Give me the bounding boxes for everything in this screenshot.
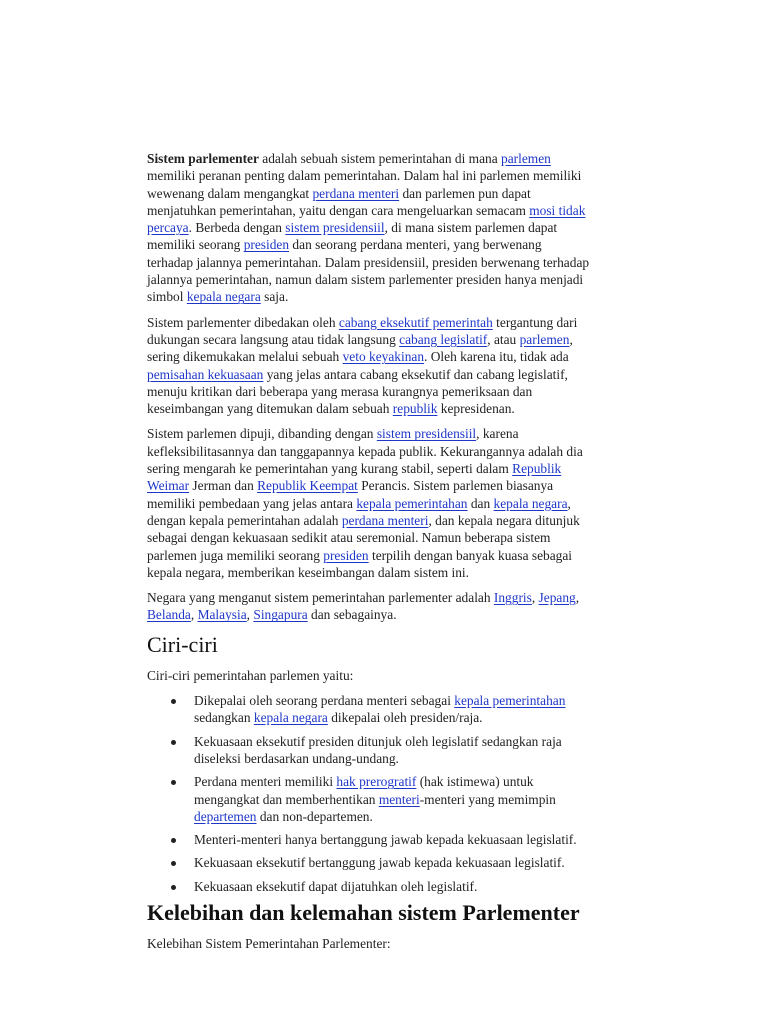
text-run: Jerman dan <box>189 478 258 494</box>
link-weimar[interactable]: Weimar <box>147 478 190 494</box>
text-run: Sistem parlemen dipuji, dibanding dengan <box>147 426 377 442</box>
text-run: dikepalai oleh presiden/raja. <box>327 710 483 726</box>
text-run: dukungan secara langsung atau tidak langsung <box>147 331 400 347</box>
text-run: memiliki seorang <box>147 237 244 253</box>
link-pemisahan-kekuasaan[interactable]: pemisahan kekuasaan <box>147 366 264 382</box>
text-line <box>147 400 667 417</box>
text-run: memiliki peranan penting dalam pemerintahan. Dalam hal ini parlemen memiliki <box>147 168 582 184</box>
text-line <box>147 512 667 529</box>
link-kepala-negara[interactable]: kepala negara <box>186 289 261 305</box>
text-run: , <box>567 495 571 511</box>
body-paragraphs <box>147 150 667 624</box>
bullet-icon <box>171 780 176 785</box>
text-run: sebagai dengan kekuasaan sedikit atau seremonial. Namun beberapa sistem <box>147 530 551 546</box>
text-run: , dan kepala negara ditunjuk <box>428 512 580 528</box>
text-run: . Oleh karena itu, tidak ada <box>424 349 569 365</box>
text-line <box>147 167 667 184</box>
link-inggris[interactable]: Inggris <box>493 590 532 606</box>
text-line <box>147 219 667 236</box>
text-run: . Berbeda dengan <box>188 220 286 236</box>
link-kepala-pemerintahan[interactable]: kepala pemerintahan <box>454 693 566 709</box>
text-line <box>147 529 667 546</box>
text-line <box>194 878 667 895</box>
text-run: kefleksibilitasannya dan tanggapannya kepada publik. Kekurangannya adalah dia <box>147 443 583 459</box>
text-line <box>147 477 667 494</box>
bullet-icon <box>171 885 176 890</box>
text-line <box>147 331 667 348</box>
link-cabang-eksekutif-pemerintah[interactable]: cabang eksekutif pemerintah <box>338 314 493 330</box>
heading-ciri-ciri: Ciri-ciri <box>147 631 218 657</box>
text-run: dengan kepala pemerintahan adalah <box>147 512 342 528</box>
heading-kelebihan-kelemahan: Kelebihan dan kelemahan sistem Parlementer <box>147 899 580 925</box>
text-run: Kekuasaan eksekutif dapat dijatuhkan oleh legislatif. <box>194 878 478 894</box>
text-run: , <box>246 607 254 623</box>
list-item <box>147 878 667 895</box>
text-run: keseimbangan yang ditemukan dalam sebuah <box>147 401 393 417</box>
text-line <box>194 692 667 709</box>
text-run: , karena <box>476 426 519 442</box>
kelebihan-intro-text: Kelebihan Sistem Pemerintahan Parlementer: <box>147 935 391 951</box>
text-run: tergantung dari <box>492 314 578 330</box>
text-line <box>194 791 667 808</box>
text-run: dan parlemen pun dapat <box>399 185 531 201</box>
text-line <box>194 733 667 750</box>
link-parlemen[interactable]: parlemen <box>519 331 570 347</box>
text-run: Perdana menteri memiliki <box>194 774 337 790</box>
link-percaya[interactable]: percaya <box>147 220 189 236</box>
text-run: , <box>531 590 539 606</box>
text-run: , <box>569 331 573 347</box>
text-run: kepala negara, memberikan keseimbangan dalam sistem ini. <box>147 564 470 580</box>
text-line <box>194 831 667 848</box>
text-line <box>147 366 667 383</box>
text-line <box>147 271 667 288</box>
link-republik-keempat[interactable]: Republik Keempat <box>257 478 358 494</box>
text-run: memiliki pembedaan yang jelas antara <box>147 495 357 511</box>
link-kepala-pemerintahan[interactable]: kepala pemerintahan <box>356 495 468 511</box>
bullet-icon <box>171 740 176 745</box>
text-line <box>194 854 667 871</box>
text-run: menjatuhkan pemerintahan, yaitu dengan cara mengeluarkan semacam <box>147 202 530 218</box>
link-kepala-negara[interactable]: kepala negara <box>253 710 328 726</box>
link-menteri[interactable]: menteri <box>378 791 420 807</box>
bullet-icon <box>171 838 176 843</box>
text-run: parlemen juga memiliki seorang <box>147 547 324 563</box>
link-sistem-presidensiil[interactable]: sistem presidensiil <box>376 426 477 442</box>
link-republik[interactable]: Republik <box>512 461 562 477</box>
text-run: , atau <box>487 331 520 347</box>
link-cabang-legislatif[interactable]: cabang legislatif <box>399 331 488 347</box>
text-run: mengangkat dan memberhentikan <box>194 791 379 807</box>
text-run: simbol <box>147 289 187 305</box>
text-line <box>147 314 667 331</box>
text-line <box>147 383 667 400</box>
text-run: sedangkan <box>194 710 254 726</box>
separation-paragraph <box>147 314 667 418</box>
text-line <box>147 547 667 564</box>
link-jepang[interactable]: Jepang <box>538 590 576 606</box>
text-run: diseleksi berdasarkan undang-undang. <box>194 750 399 766</box>
text-run: Perancis. Sistem parlemen biasanya <box>357 478 554 494</box>
text-run: jalannya pemerintahan, namun dalam sistem parlementer presiden hanya menjadi <box>147 272 584 288</box>
link-perdana-menteri[interactable]: perdana menteri <box>341 512 429 528</box>
text-run: dan sebagainya. <box>307 607 397 623</box>
text-run: saja. <box>260 289 289 305</box>
text-line <box>147 348 667 365</box>
bullet-icon <box>171 861 176 866</box>
list-item <box>147 831 667 848</box>
text-line <box>147 443 667 460</box>
text-run: dan <box>467 495 494 511</box>
text-line <box>147 606 667 623</box>
ciri-intro-text: Ciri-ciri pemerintahan parlemen yaitu: <box>147 667 354 683</box>
text-run: , di mana sistem parlemen dapat <box>384 220 558 236</box>
link-sistem-presidensiil[interactable]: sistem presidensiil <box>285 220 385 236</box>
text-run: dan non-departemen. <box>256 808 373 824</box>
text-line <box>147 185 667 202</box>
document-page <box>147 150 667 960</box>
text-line <box>147 425 667 442</box>
countries-paragraph <box>147 589 667 624</box>
link-parlemen[interactable]: parlemen <box>501 151 551 166</box>
text-run: -menteri yang memimpin <box>419 791 556 807</box>
link-presiden[interactable]: presiden <box>323 547 369 563</box>
link-departemen[interactable]: departemen <box>194 808 257 824</box>
text-run: , <box>575 590 580 606</box>
comparison-paragraph <box>147 425 667 581</box>
link-veto-keyakinan[interactable]: veto keyakinan <box>342 349 425 365</box>
text-run: terpilih dengan banyak kuasa sebagai <box>368 547 573 563</box>
text-line <box>147 495 667 512</box>
text-line <box>194 709 667 726</box>
list-item <box>147 854 667 871</box>
link-singapura[interactable]: Singapura <box>253 607 308 623</box>
text-run: yang jelas antara cabang eksekutif dan cabang legislatif, <box>263 366 568 382</box>
text-run: terhadap jalannya pemerintahan. Dalam presidensiil, presiden berwenang terhadap <box>147 254 590 270</box>
text-run: (hak istimewa) untuk <box>416 774 534 790</box>
text-run: sering dikemukakan melalui sebuah <box>147 349 343 365</box>
text-run: sering mengarah ke pemerintahan yang kurang stabil, seperti dalam <box>147 461 513 477</box>
list-item <box>147 773 667 825</box>
text-run: wewenang dalam mengangkat <box>147 185 313 201</box>
text-line <box>147 150 667 167</box>
link-kepala-negara[interactable]: kepala negara <box>493 495 568 511</box>
text-line <box>147 564 667 581</box>
ciri-ciri-list <box>147 692 667 895</box>
text-line <box>147 288 667 305</box>
text-line <box>147 202 667 219</box>
bullet-icon <box>171 699 176 704</box>
list-item <box>147 733 667 768</box>
text-run: Kekuasaan eksekutif presiden ditunjuk oleh legislatif sedangkan raja <box>194 733 562 749</box>
text-run: Kekuasaan eksekutif bertanggung jawab kepada kekuasaan legislatif. <box>194 855 565 871</box>
text-run: , <box>190 607 198 623</box>
text-run: dan seorang perdana menteri, yang berwenang <box>289 237 542 253</box>
text-run: kepresidenan. <box>437 401 515 417</box>
text-run: Dikepalai oleh seorang perdana menteri sebagai <box>194 693 455 709</box>
link-mosi-tidak[interactable]: mosi tidak <box>529 202 586 218</box>
text-line <box>147 460 667 477</box>
text-line <box>194 750 667 767</box>
text-line <box>194 773 667 790</box>
link-perdana-menteri[interactable]: perdana menteri <box>312 185 400 201</box>
text-line <box>194 808 667 825</box>
link-belanda[interactable]: Belanda <box>147 607 191 623</box>
link-republik[interactable]: republik <box>392 401 438 417</box>
text-run: Sistem parlementer dibedakan oleh <box>147 314 339 330</box>
intro-paragraph <box>147 150 667 306</box>
link-hak-prerogratif[interactable]: hak prerogratif <box>336 774 417 790</box>
text-run: menuju kritikan dari beberapa yang merasa kurangnya pemeriksaan dan <box>147 383 533 399</box>
text-run: Menteri-menteri hanya bertanggung jawab kepada kekuasaan legislatif. <box>194 832 577 848</box>
list-item <box>147 692 667 727</box>
text-line <box>147 254 667 271</box>
text-run: Negara yang menganut sistem pemerintahan parlementer adalah <box>147 590 494 606</box>
text-line <box>147 236 667 253</box>
text-line <box>147 589 667 606</box>
link-malaysia[interactable]: Malaysia <box>197 607 247 623</box>
bold-term: Sistem parlementer <box>147 151 259 166</box>
text-run: adalah sebuah sistem pemerintahan di mana <box>258 151 502 166</box>
link-presiden[interactable]: presiden <box>243 237 290 253</box>
